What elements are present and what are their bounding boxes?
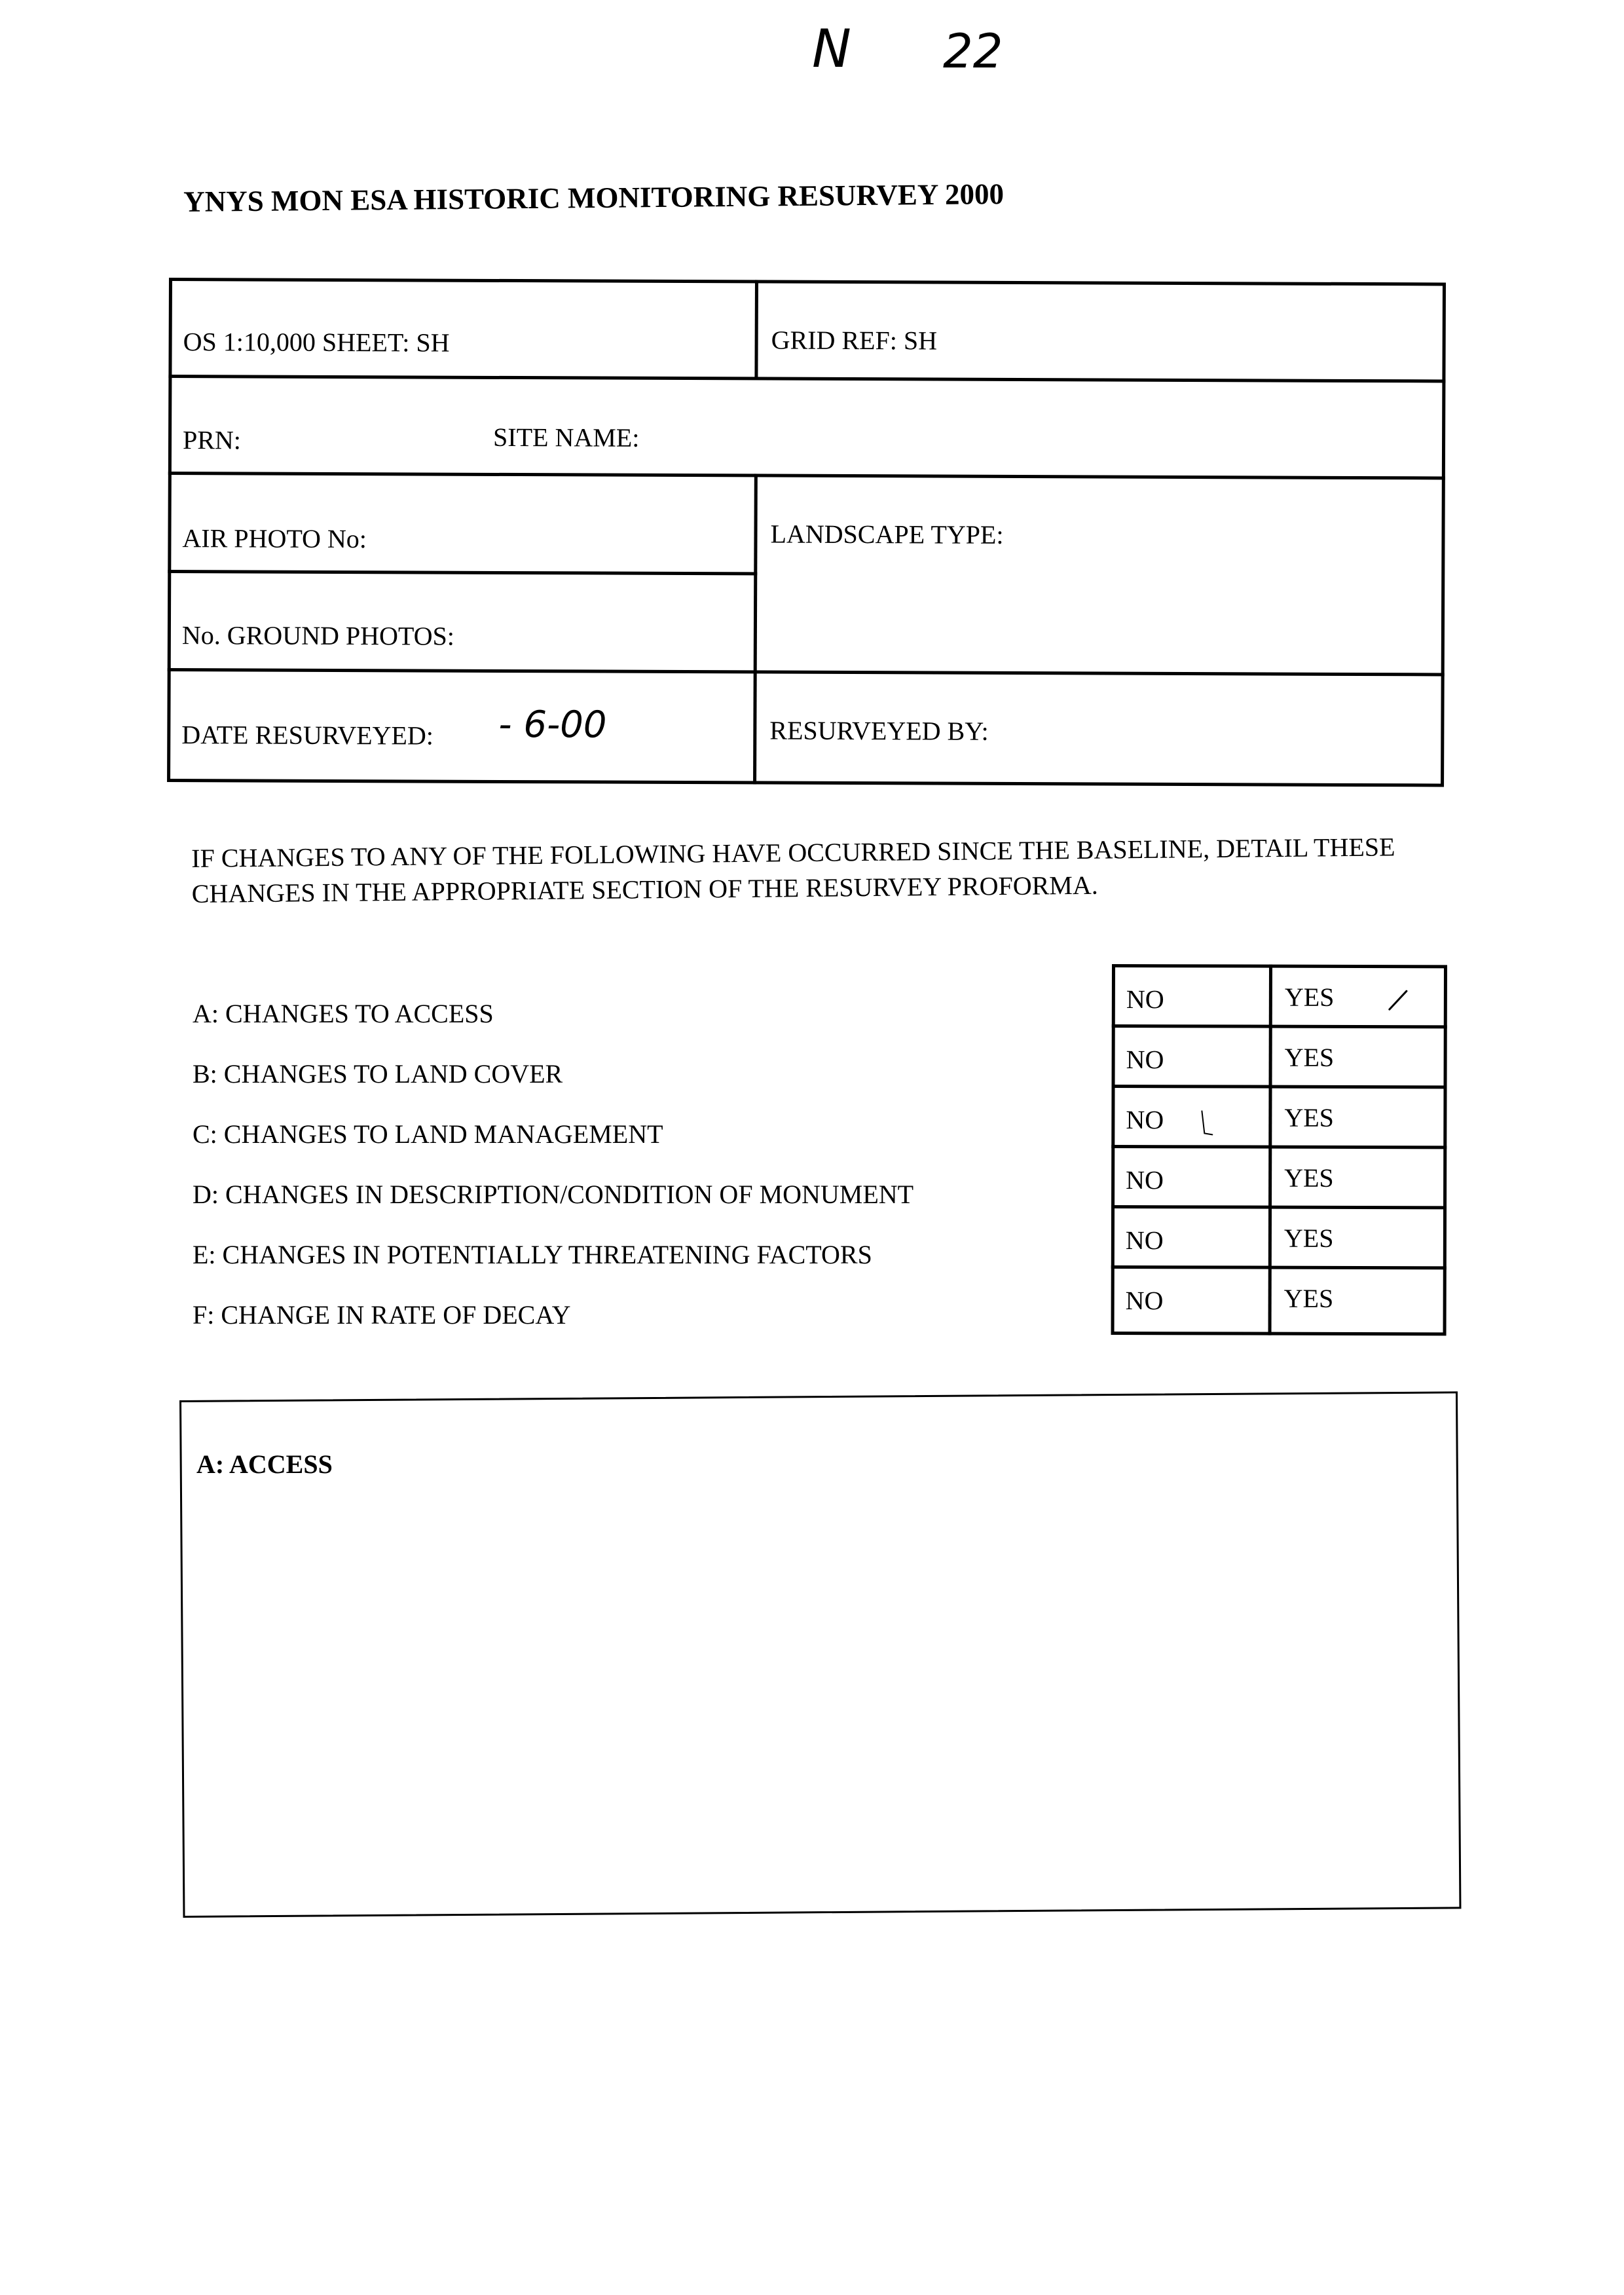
no-cell-f[interactable]: NO bbox=[1125, 1286, 1164, 1316]
page-title: YNYS MON ESA HISTORIC MONITORING RESURVEY 2000 bbox=[183, 177, 1005, 218]
yes-no-table-border bbox=[1111, 964, 1447, 1335]
tick-mark-yes-a bbox=[1387, 987, 1413, 1013]
no-cell-c[interactable]: NO bbox=[1126, 1105, 1164, 1135]
air-photo-label: AIR PHOTO No: bbox=[182, 523, 367, 554]
handwritten-ref-letter: N bbox=[812, 18, 851, 79]
no-cell-b[interactable]: NO bbox=[1126, 1045, 1164, 1075]
tick-mark-no-c bbox=[1198, 1108, 1217, 1141]
os-sheet-label: OS 1:10,000 SHEET: SH bbox=[183, 327, 450, 358]
yes-no-table bbox=[1111, 964, 1447, 1335]
yes-cell-e[interactable]: YES bbox=[1283, 1223, 1334, 1253]
change-label-a: A: CHANGES TO ACCESS bbox=[193, 999, 494, 1028]
no-cell-d[interactable]: NO bbox=[1126, 1165, 1164, 1195]
access-section-label: A: ACCESS bbox=[196, 1449, 333, 1479]
yes-cell-f[interactable]: YES bbox=[1283, 1283, 1334, 1313]
yes-cell-d[interactable]: YES bbox=[1284, 1163, 1334, 1193]
prn-label: PRN: bbox=[182, 425, 242, 455]
change-label-b: B: CHANGES TO LAND COVER bbox=[193, 1059, 563, 1089]
grid-ref-label: GRID REF: SH bbox=[771, 325, 938, 356]
ground-photos-label: No. GROUND PHOTOS: bbox=[181, 620, 454, 651]
grid-divider bbox=[754, 280, 758, 378]
resurveyed-by-label: RESURVEYED BY: bbox=[769, 715, 989, 746]
header-field-grid bbox=[167, 278, 1446, 787]
change-label-c: C: CHANGES TO LAND MANAGEMENT bbox=[193, 1119, 663, 1149]
change-label-e: E: CHANGES IN POTENTIALLY THREATENING FACTORS bbox=[193, 1240, 872, 1269]
date-resurveyed-label: DATE RESURVEYED: bbox=[181, 720, 434, 751]
change-label-f: F: CHANGE IN RATE OF DECAY bbox=[193, 1300, 571, 1330]
no-cell-a[interactable]: NO bbox=[1126, 984, 1164, 1015]
date-resurveyed-value: - 6-00 bbox=[498, 703, 607, 747]
handwritten-ref-number: 22 bbox=[943, 24, 1003, 79]
landscape-type-label: LANDSCAPE TYPE: bbox=[770, 519, 1004, 550]
yes-cell-c[interactable]: YES bbox=[1284, 1102, 1335, 1132]
instructions-text: IF CHANGES TO ANY OF THE FOLLOWING HAVE OCCURRED SINCE THE BASELINE, DETAIL THESE CHANGES IN THE APPROPRIATE SECTION OF THE RESURVEY PROFORMA. bbox=[191, 832, 1395, 908]
access-section-box bbox=[179, 1391, 1461, 1918]
site-name-label: SITE NAME: bbox=[492, 422, 640, 453]
change-label-d: D: CHANGES IN DESCRIPTION/CONDITION OF MONUMENT bbox=[193, 1180, 914, 1209]
yes-cell-a[interactable]: YES bbox=[1284, 982, 1335, 1012]
no-cell-e[interactable]: NO bbox=[1125, 1225, 1164, 1256]
yes-cell-b[interactable]: YES bbox=[1284, 1042, 1335, 1072]
